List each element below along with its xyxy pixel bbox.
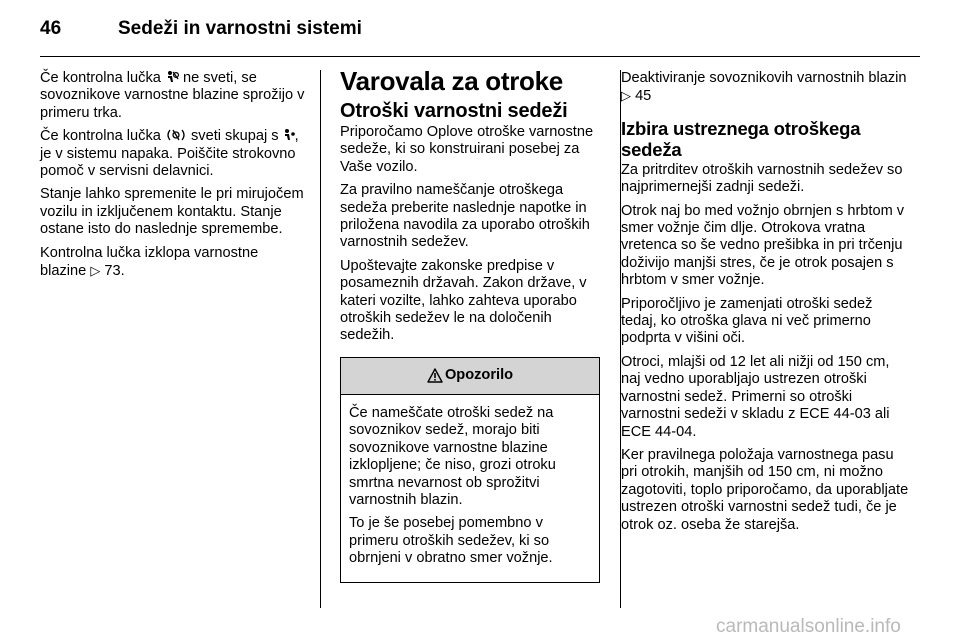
section-title: Varovala za otroke bbox=[340, 66, 563, 96]
subsection-title: Otroški varnostni sedeži bbox=[340, 100, 568, 122]
warning-body bbox=[341, 395, 599, 582]
paragraph: Za pritrditev otroških varnostnih sedežev so najprimernejši zadnji sedeži. bbox=[621, 161, 903, 196]
paragraph: Ker pravilnega položaja varnostnega pasu pri otrokih, manjših od 150 cm, ni možno zagotoviti, toplo priporočamo, da uporabljate ustrezen otroški varnostni sedež tudi, če je otrok oz. oseba že starejša. bbox=[621, 446, 909, 533]
page-reference[interactable]: 45 bbox=[635, 88, 652, 105]
paragraph: Če kontrolna lučka sveti skupaj s , je v sistemu napaka. Poiščite strokovno pomoč v servisni delavnici. bbox=[40, 128, 299, 180]
warning-triangle-icon bbox=[427, 368, 443, 383]
warning-title: Opozorilo bbox=[444, 367, 514, 384]
header-rule bbox=[40, 56, 920, 57]
paragraph: Stanje lahko spremenite le pri mirujočem vozilu in izključenem kontaktu. Stanje ostane isto do naslednje spremembe. bbox=[40, 186, 304, 238]
warning-box bbox=[340, 357, 600, 583]
paragraph: Za pravilno nameščanje otroškega sedeža preberite naslednje napotke in priložena navodila za uporabo otroških varnostnih sedežev. bbox=[340, 182, 590, 251]
airbag-deactivation-icon bbox=[165, 128, 187, 142]
paragraph: Upoštevajte zakonske predpise v posameznih državah. Zakon države, v kateri vozilte, lahko zahteva uporabo otroških sedežev le na določenih sedežih. bbox=[340, 257, 587, 344]
paragraph: Otroci, mlajši od 12 let ali nižji od 150 cm, naj vedno uporabljajo ustrezen otroški varnostni sedež. Primerni so otroški varnostni sedeži v skladu z ECE 44-03 ali ECE 44-04. bbox=[621, 353, 890, 440]
warning-header bbox=[341, 358, 599, 395]
chapter-title: Sedeži in varnostni sistemi bbox=[118, 18, 362, 39]
column-divider bbox=[320, 70, 321, 608]
paragraph: Priporočamo Oplove otroške varnostne sedeže, ki so konstruirani posebej za Vaše vozilo. bbox=[340, 124, 594, 175]
column-left bbox=[40, 70, 306, 286]
airbag-off-icon bbox=[165, 70, 179, 84]
paragraph: Otrok naj bo med vožnjo obrnjen s hrbtom v smer vožnje čim dlje. Otrokova vratna vretenca so še vedno prešibka in pri trčenju doživijo manjši stres, če je otrok posajen s hrbtom v smer vožnje. bbox=[621, 202, 905, 289]
subsection-title: Izbira ustreznega otroškega sedeža bbox=[621, 117, 861, 160]
column-right bbox=[621, 70, 911, 540]
watermark: carmanualsonline.info bbox=[716, 616, 901, 637]
paragraph: Če kontrolna lučka ne sveti, se sovoznikove varnostne blazine sprožijo v primeru trka. bbox=[40, 70, 305, 121]
paragraph: Priporočljivo je zamenjati otroški sedež tedaj, ko otroška glava ni več primerno podprta v višini oči. bbox=[621, 295, 873, 347]
paragraph: Kontrolna lučka izklopa varnostne blazine ▷ 73. bbox=[40, 244, 259, 280]
page-reference[interactable]: 73. bbox=[104, 263, 125, 280]
page-reference-icon: ▷ bbox=[621, 88, 631, 104]
paragraph: Deaktiviranje sovoznikovih varnostnih blazin ▷ 45 bbox=[621, 70, 907, 105]
airbag-warning-icon bbox=[283, 128, 295, 142]
page-reference-icon: ▷ bbox=[90, 263, 101, 279]
page-number: 46 bbox=[40, 18, 62, 39]
paragraph: To je še posebej pomembno v primeru otroških sedežev, ki so obrnjeni v obratno smer vožnje. bbox=[349, 515, 553, 567]
column-middle bbox=[340, 66, 608, 583]
paragraph: Če nameščate otroški sedež na sovoznikov sedež, morajo biti sovoznikove varnostne blazine izklopljene; če niso, grozi otroku smrtna nevarnost ob sprožitvi varnostnih blazin. bbox=[349, 404, 556, 508]
